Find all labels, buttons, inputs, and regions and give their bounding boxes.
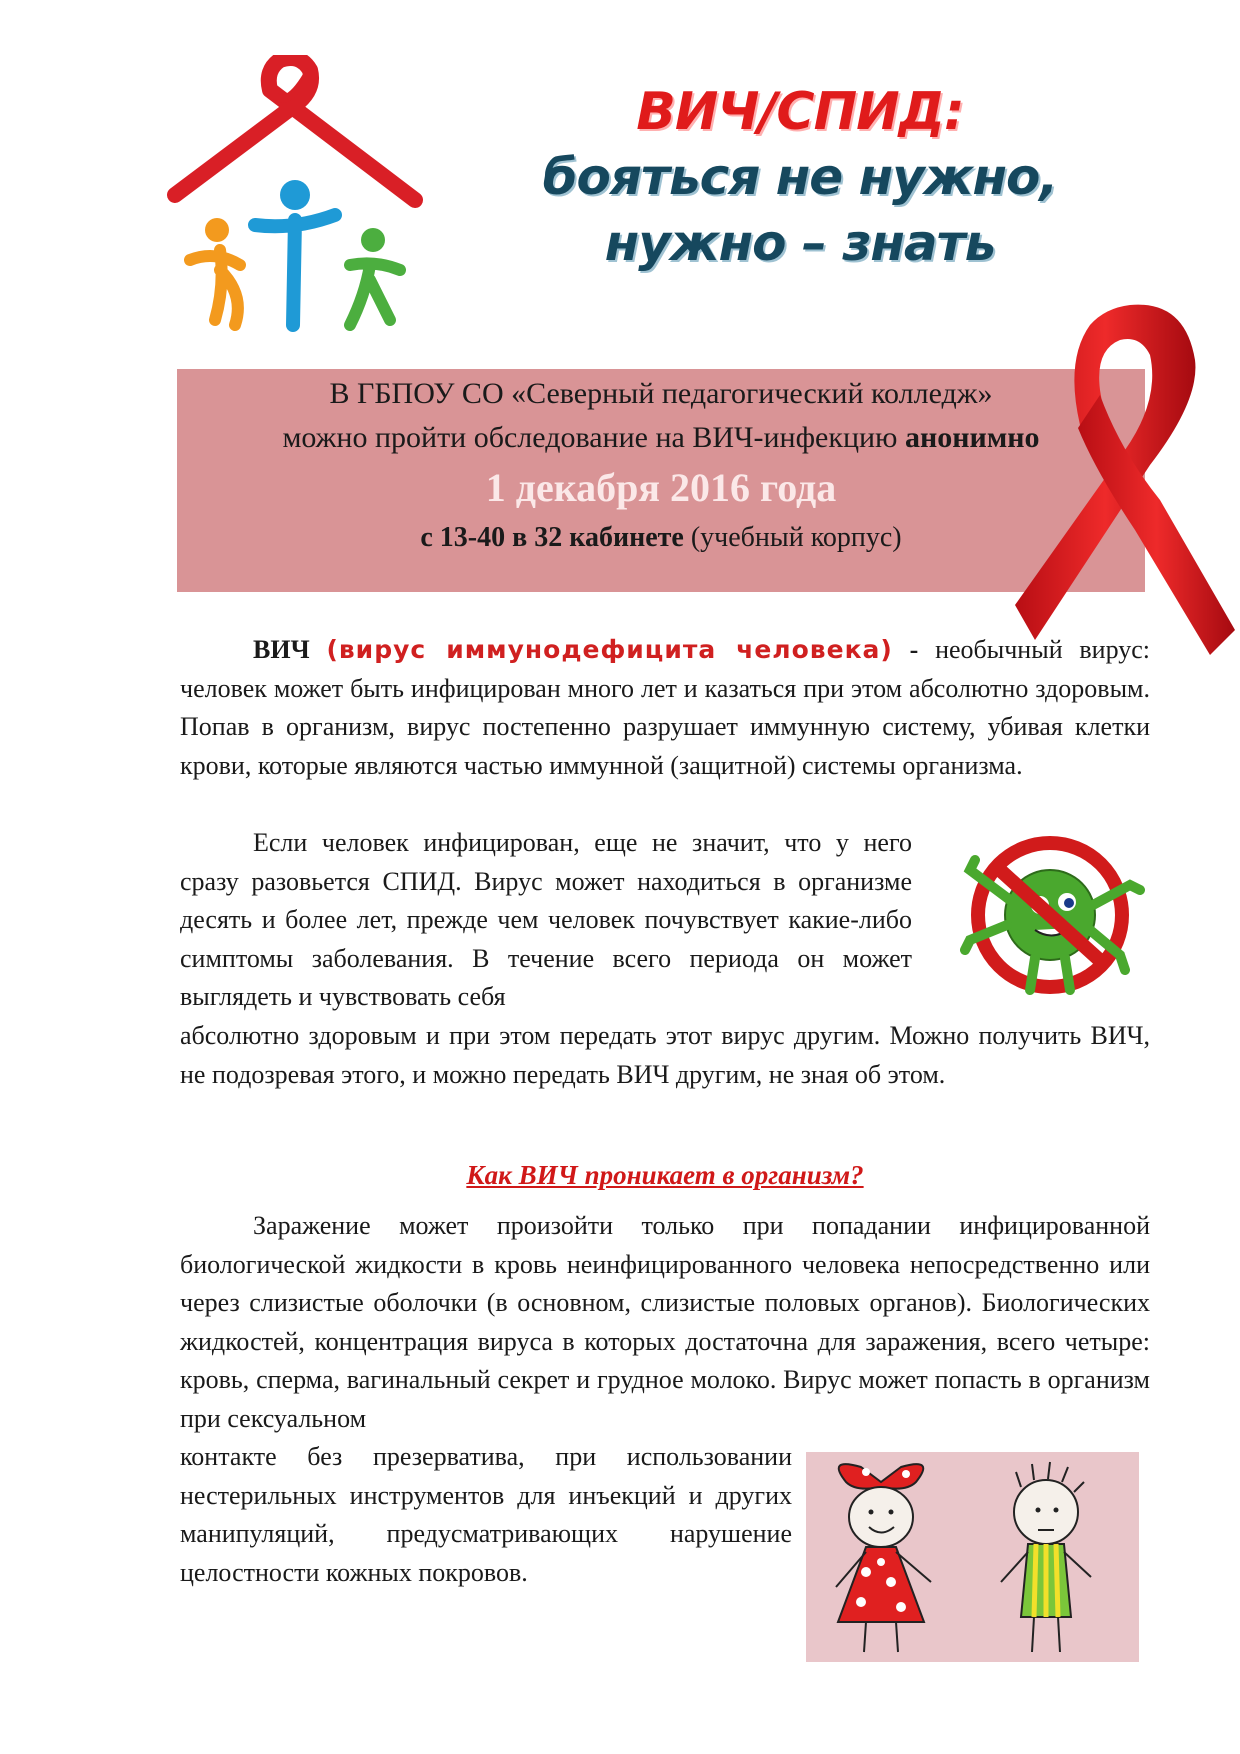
announcement-anonymous: анонимно bbox=[904, 421, 1040, 454]
paragraph-3-full: Заражение может произойти только при попадании инфицированной биологической жидкости в кровь неинфицированного человека непосредственно или через слизистые оболочки (в основном, слизистые половых органов). Биологических жидкостей, концентрация вируса в которых достаточна для заражения, всего четыре: кровь, сперма, вагинальный секрет и грудное молоко. Вирус может попасть в организм при сексуальном bbox=[180, 1211, 1150, 1433]
intro-dash: - bbox=[892, 635, 936, 664]
announcement-time bbox=[177, 516, 1145, 560]
announcement-college: В ГБПОУ СО «Северный педагогический колледж» bbox=[329, 377, 993, 410]
green-figure-icon bbox=[361, 228, 385, 252]
red-ribbon-icon bbox=[1010, 300, 1240, 660]
kids-illustration bbox=[806, 1452, 1139, 1662]
announcement-time-room: с 13-40 в 32 кабинете bbox=[420, 522, 684, 553]
announcement-building: (учебный корпус) bbox=[683, 522, 902, 553]
stop-virus-illustration bbox=[945, 830, 1150, 1000]
headline-line-1: ВИЧ/СПИД: bbox=[636, 82, 964, 142]
paragraph-3-wrapped: контакте без презерватива, при использовании нестерильных инструментов для инъекций и других манипуляций, предусматривающих нарушение целостности кожных покровов. bbox=[180, 1442, 792, 1587]
paragraph-2-full: абсолютно здоровым и при этом передать этот вирус другим. Можно получить ВИЧ, не подозревая этого, и можно передать ВИЧ другим, не зная об этом. bbox=[180, 1021, 1150, 1089]
intro-term: ВИЧ bbox=[253, 635, 310, 664]
headline-line-2: бояться не нужно, bbox=[542, 148, 1058, 206]
section-heading: Как ВИЧ проникает в организм? bbox=[466, 1160, 864, 1190]
blue-figure-icon bbox=[280, 180, 310, 210]
orange-figure-icon bbox=[205, 218, 229, 242]
announcement-testing bbox=[177, 416, 1145, 460]
paragraph-2-wrapped: Если человек инфицирован, еще не значит, что у него сразу разовьется СПИД. Вирус может находиться в организме десять и более лет, прежде чем человек почувствует какие-либо симптомы заболевания. В течение всего периода он может выглядеть и чувствовать себя bbox=[180, 828, 912, 1012]
announcement-date: 1 декабря 2016 года bbox=[485, 465, 837, 510]
announcement-testing-text: можно пройти обследование на ВИЧ-инфекцию bbox=[282, 421, 905, 454]
headline-line-3: нужно – знать bbox=[604, 214, 996, 272]
intro-text: необычный вирус: человек может быть инфицирован много лет и казаться при этом абсолютно здоровым. Попав в организм, вирус постепенно разрушает иммунную систему, убивая клетки крови, которые являются частью иммунной (защитной) системы организма. bbox=[180, 635, 1150, 780]
announcement-text bbox=[177, 372, 1145, 560]
intro-paragraph bbox=[180, 631, 1150, 785]
headline bbox=[520, 80, 1080, 276]
intro-definition: (вирус иммунодефицита человека) bbox=[326, 635, 893, 664]
ribbon-house-logo bbox=[165, 55, 425, 340]
